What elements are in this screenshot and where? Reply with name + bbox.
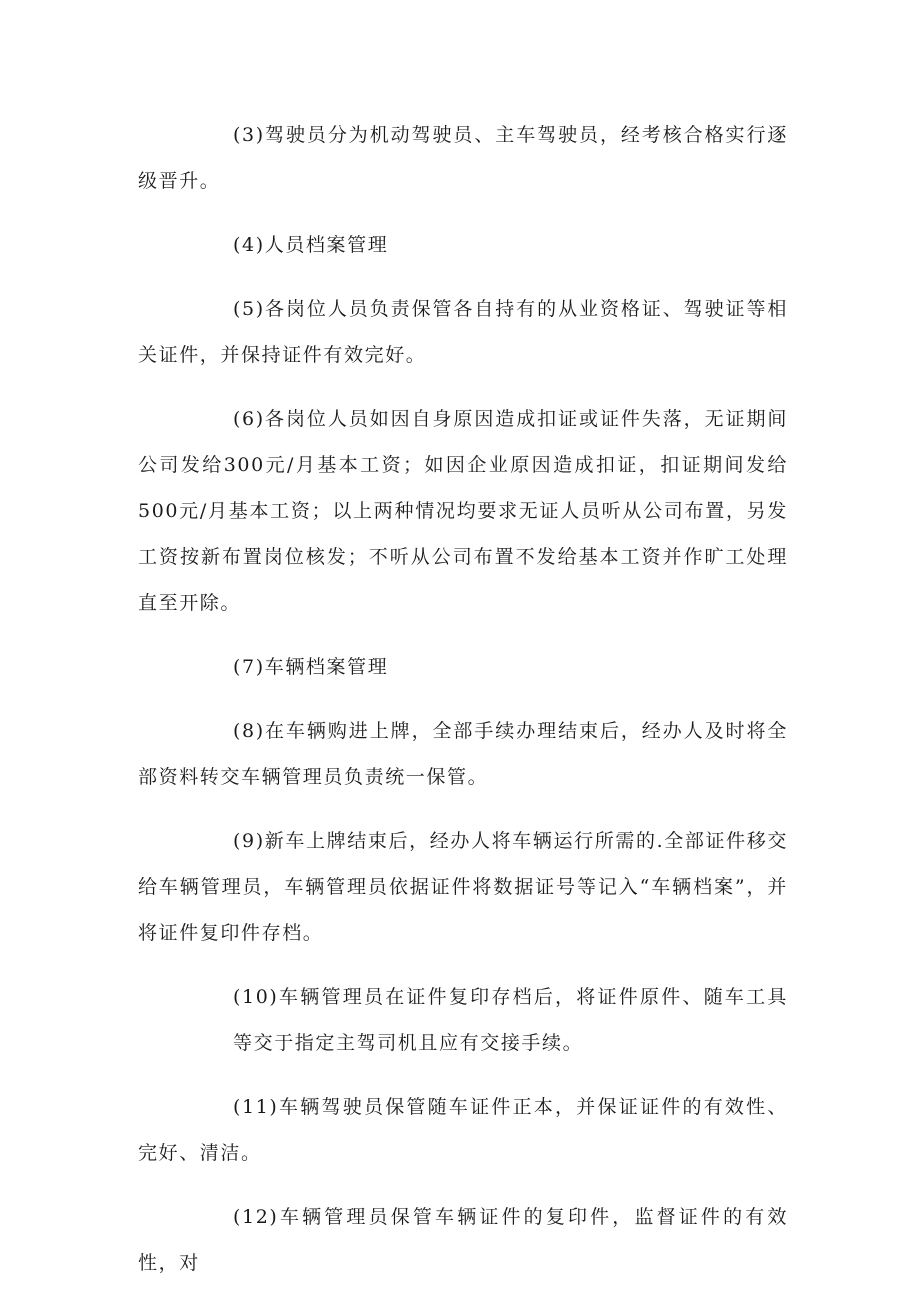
paragraph-11: (11)车辆驾驶员保管随车证件正本，并保证证件的有效性、完好、清洁。	[138, 1096, 788, 1164]
paragraph-4: (4)人员档案管理	[233, 234, 389, 256]
paragraph-3: (3)驾驶员分为机动驾驶员、主车驾驶员，经考核合格实行逐级晋升。	[138, 124, 788, 192]
paragraph-7: (7)车辆档案管理	[233, 656, 389, 678]
document-body	[138, 112, 788, 1304]
paragraph-6: (6)各岗位人员如因自身原因造成扣证或证件失落，无证期间公司发给300元/月基本工资；如因企业原因造成扣证，扣证期间发给500元/月基本工资；以上两种情况均要求无证人员听从公司布置，另发工资按新布置岗位核发；不听从公司布置不发给基本工资并作旷工处理直至开除。	[138, 408, 788, 614]
paragraph-12: (12)车辆管理员保管车辆证件的复印件，监督证件的有效性，对	[138, 1206, 788, 1274]
paragraph-8: (8)在车辆购进上牌，全部手续办理结束后，经办人及时将全部资料转交车辆管理员负责统一保管。	[138, 720, 788, 788]
paragraph-9: (9)新车上牌结束后，经办人将车辆运行所需的.全部证件移交给车辆管理员，车辆管理员依据证件将数据证号等记入“车辆档案”，并将证件复印件存档。	[138, 830, 788, 944]
paragraph-5: (5)各岗位人员负责保管各自持有的从业资格证、驾驶证等相关证件，并保持证件有效完好。	[138, 298, 788, 366]
paragraph-10: (10)车辆管理员在证件复印存档后，将证件原件、随车工具等交于指定主驾司机且应有交接手续。	[233, 986, 788, 1054]
